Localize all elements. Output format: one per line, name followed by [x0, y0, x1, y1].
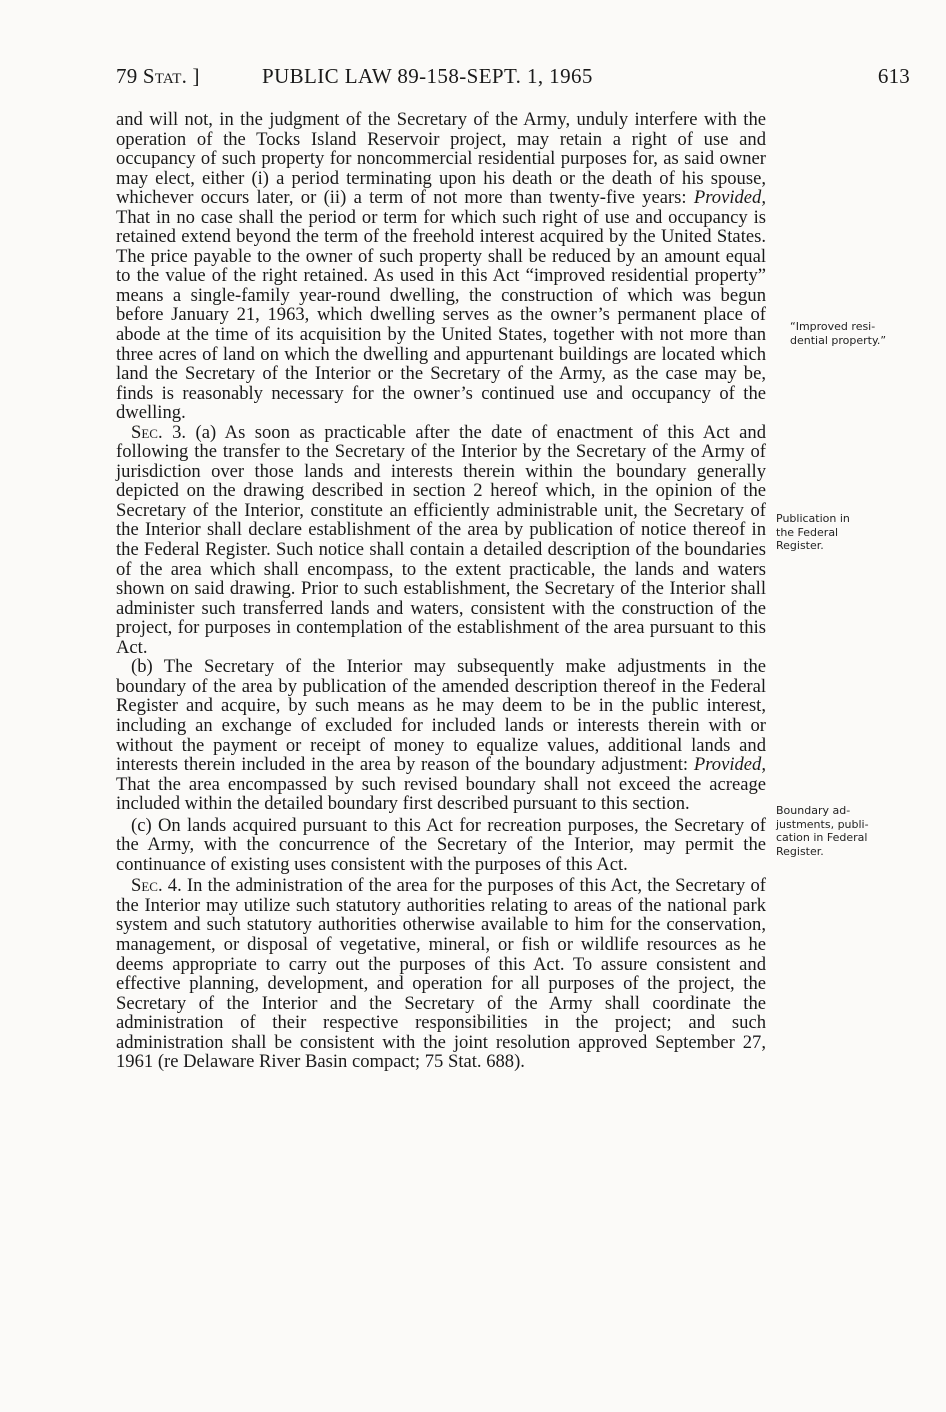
margin-note-line: cation in Federal	[776, 831, 868, 844]
margin-note-line: Boundary ad-	[776, 804, 851, 817]
margin-note-line: justments, publi-	[776, 817, 869, 831]
margin-note-line: “Improved resi-	[790, 320, 876, 333]
section-4	[116, 876, 766, 1071]
margin-note-line: dential property.”	[790, 333, 887, 347]
paragraph-text: (a) As soon as practicable after the date of enactment of this Act and following the transfer to the Secretary of the Interior by the Secretary of the Army of jurisdiction over those lands and interests therein within the boundary generally depicted on the drawing described in section 2 hereof which, in the opinion of the Secretary of the Interior, constitute an efficiently administrable unit, the Secretary of the Interior shall declare establishment of the area by publication of notice thereof in the Federal Register. Such notice shall contain a detailed description of the boundaries of the area which shall encompass, to the extent practicable, the lands and waters shown on said drawing. Prior to such establishment, the Secretary of the Interior shall administer such transferred lands and waters, consistent with the construction of the project, for purposes in contemplation of the establishment of the area pursuant to this Act.	[116, 421, 767, 658]
paragraph-continuation	[116, 110, 766, 423]
paragraph-text: and will not, in the judgment of the Secretary of the Army, unduly interfere with the operation of the Tocks Island Reservoir project, may retain a right of use and occupancy of such property for noncommercial residential purposes for, as said owner may elect, either (i) a period terminating upon his death or the death of his spouse, whichever occurs later, or (ii) a term of not more than twenty-five years:	[116, 109, 766, 209]
margin-note-line: the Federal	[776, 525, 839, 539]
page-title: PUBLIC LAW 89-158-SEPT. 1, 1965	[262, 64, 593, 88]
section-3a	[116, 423, 766, 658]
margin-note-improved-residential-property	[790, 320, 940, 347]
page-number: 613	[877, 64, 910, 88]
paragraph-text: That in no case shall the period or term for which such right of use and occupancy is retained extend beyond the term of the freehold interest acquired by the United States. The price payable to the owner of such property shall be reduced by an amount equal to the value of the right retained. As used in this Act “improved residential property” means a single-family year-round dwelling, the construction of which was begun before January 21, 1963, which dwelling serves as the owner’s permanent place of abode at the time of its acquisition by the United States, together with not more than three acres of land on which the dwelling and appurtenant buildings are located which land the Secretary of the Interior or the Secretary of the Army, as the case may be, finds is reasonably necessary for the owner’s continued use and occupancy of the dwelling.	[116, 206, 766, 424]
margin-note-line: Register.	[776, 539, 824, 552]
paragraph-text: (b) The Secretary of the Interior may subsequently make adjustments in the boundary of the area by publication of the amended description thereof in the Federal Register and acquire, by such means as he may deem to be in the public interest, including an exchange of excluded for included lands or interests therein with or without the payment or receipt of money to equalize values, additional lands and interests therein included in the area by reason of the boundary adjustment:	[116, 656, 766, 776]
statute-volume: 79 Stat. ]	[116, 64, 200, 88]
paragraph-text: That the area encompassed by such revised boundary shall not exceed the acreage included within the detailed boundary first described pursuant to this section.	[116, 773, 766, 815]
paragraph-text: (c) On lands acquired pursuant to this Act for recreation purposes, the Secretary of the Army, with the concurrence of the Secretary of the Interior, may permit the continuance of existing uses consistent with the purposes of this Act.	[116, 814, 766, 875]
section-label: Sec. 3.	[131, 421, 187, 443]
margin-note-line: Publication in	[776, 512, 850, 525]
margin-note-publication-federal-register	[776, 512, 926, 553]
proviso-term: Provided,	[693, 187, 766, 209]
margin-note-line: Register.	[776, 844, 824, 858]
section-3b	[116, 657, 766, 813]
paragraph-text: In the administration of the area for the purposes of this Act, the Secretary of the Interior may utilize such statutory authorities relating to areas of the national park system and such statutory authorities otherwise available to him for the conservation, management, or disposal of vegetative, mineral, or fish or wildlife resources as he deems appropriate to carry out the purposes of this Act. To assure consistent and effective planning, development, and operation for all purposes of the project, the Secretary of the Interior and the Secretary of the Army shall coordinate the administration of their respective responsibilities in the project; and such administration shall be consistent with the joint resolution approved September 27, 1961 (re Delaware River Basin compact; 75 Stat. 688).	[116, 875, 766, 1073]
section-label: Sec. 4.	[131, 875, 182, 897]
section-3c	[116, 816, 766, 875]
body-text	[116, 110, 766, 1072]
proviso-term: Provided,	[693, 754, 766, 776]
page-header	[116, 64, 910, 92]
margin-note-boundary-adjustments	[776, 804, 926, 858]
